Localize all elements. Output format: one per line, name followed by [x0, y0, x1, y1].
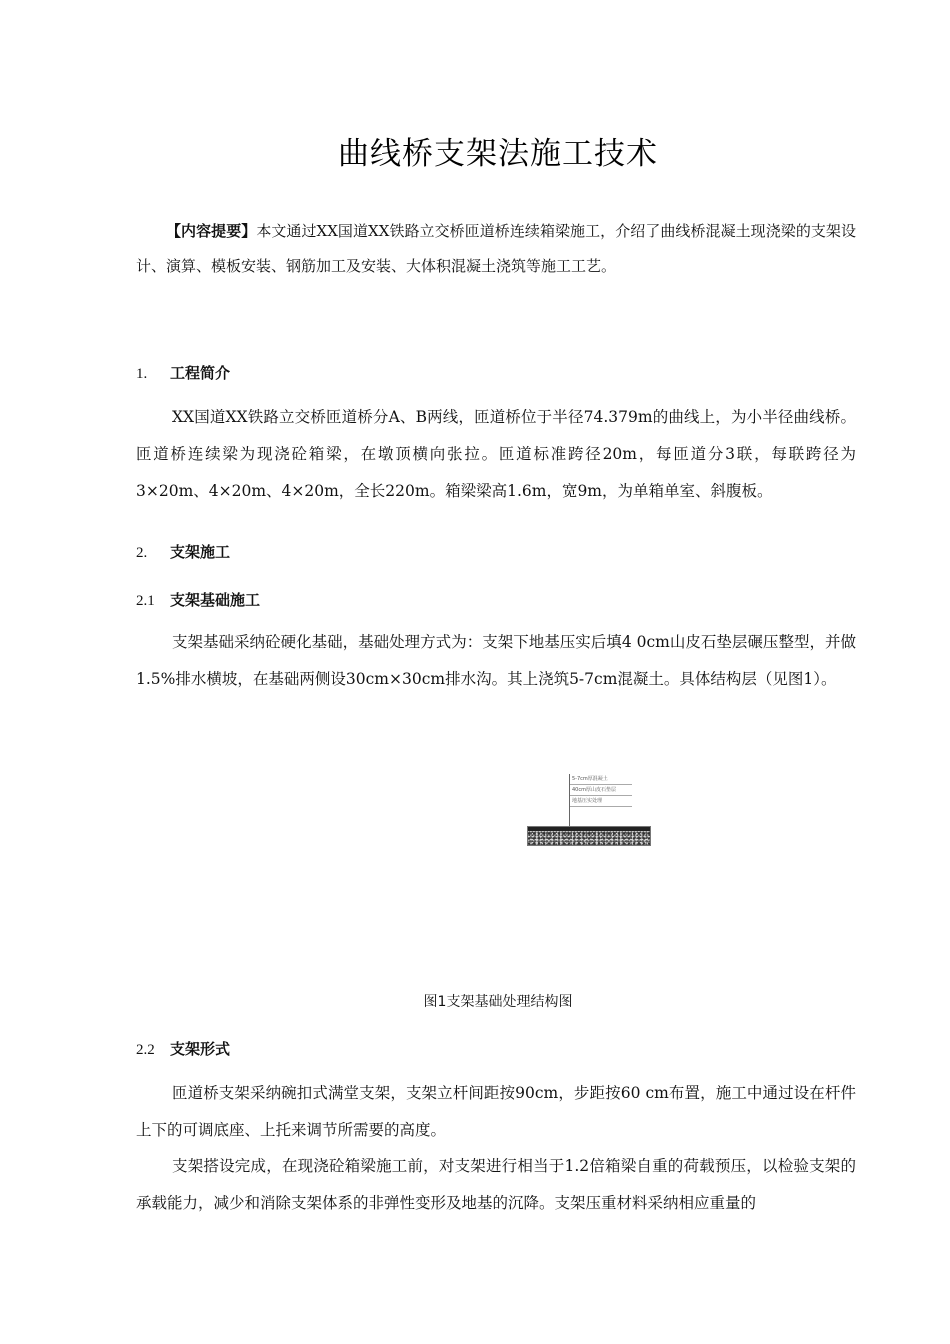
layer-label-gravel: 40cm厚山皮石垫层: [570, 785, 632, 796]
section-number: 2.1: [136, 593, 155, 609]
section-title: 工程简介: [170, 364, 231, 382]
concrete-band: [528, 827, 650, 831]
section-title: 支架形式: [170, 1040, 231, 1058]
section-2-1-paragraph: 支架基础采纳砼硬化基础，基础处理方式为：支架下地基压实后填4 0cm山皮石垫层碾压整型，并做1.5%排水横坡，在基础两侧设30cm×30cm排水沟。其上浇筑5-7cm混凝土。具体结构层（见图1）。: [136, 633, 856, 688]
section-2-2-paragraph-2: 支架搭设完成，在现浇砼箱梁施工前，对支架进行相当于1.2倍箱梁自重的荷载预压，以检验支架的承载能力，减少和消除支架体系的非弹性变形及地基的沉降。支架压重材料采纳相应重量的: [136, 1157, 856, 1212]
section-number: 1.: [136, 366, 148, 382]
foundation-structure-figure: [527, 774, 651, 846]
section-2-2-paragraph-1: 匝道桥支架采纳碗扣式满堂支架，支架立杆间距按90cm，步距按60 cm布置，施工中通过设在杆件上下的可调底座、上托来调节所需要的高度。: [136, 1084, 856, 1139]
abstract: [136, 214, 856, 284]
section-title: 支架施工: [170, 543, 231, 561]
section-heading-2-1: [136, 589, 260, 610]
layer-label-concrete: 5-7cm厚混凝土: [570, 774, 632, 785]
layer-label-subgrade: 地基压实处理: [570, 796, 632, 807]
ground-layer-graphic: [527, 826, 651, 846]
section-number: 2.2: [136, 1042, 155, 1058]
section-heading-1: [136, 362, 230, 383]
section-heading-2: [136, 541, 230, 562]
layer-labels: [569, 774, 632, 826]
abstract-label: 【内容提要】: [166, 222, 257, 240]
section-1-paragraph: XX国道XX铁路立交桥匝道桥分A、B两线，匝道桥位于半径74.379m的曲线上，为小半径曲线桥。匝道桥连续梁为现浇砼箱梁，在墩顶横向张拉。匝道标准跨径20m，每匝道分3联，每联跨径为3×20m、4×20m、4×20m，全长220m。箱梁梁高1.6m，宽9m，为单箱单室、斜腹板。: [136, 408, 856, 500]
figure-caption: 图1支架基础处理结构图: [423, 994, 573, 1010]
document-title: 曲线桥支架法施工技术: [338, 136, 658, 172]
section-number: 2.: [136, 545, 148, 561]
section-title: 支架基础施工: [170, 591, 261, 609]
abstract-text: 本文通过XX国道XX铁路立交桥匝道桥连续箱梁施工，介绍了曲线桥混凝土现浇梁的支架设计、演算、模板安装、钢筋加工及安装、大体积混凝土浇筑等施工工艺。: [136, 222, 856, 275]
section-heading-2-2: [136, 1038, 230, 1059]
